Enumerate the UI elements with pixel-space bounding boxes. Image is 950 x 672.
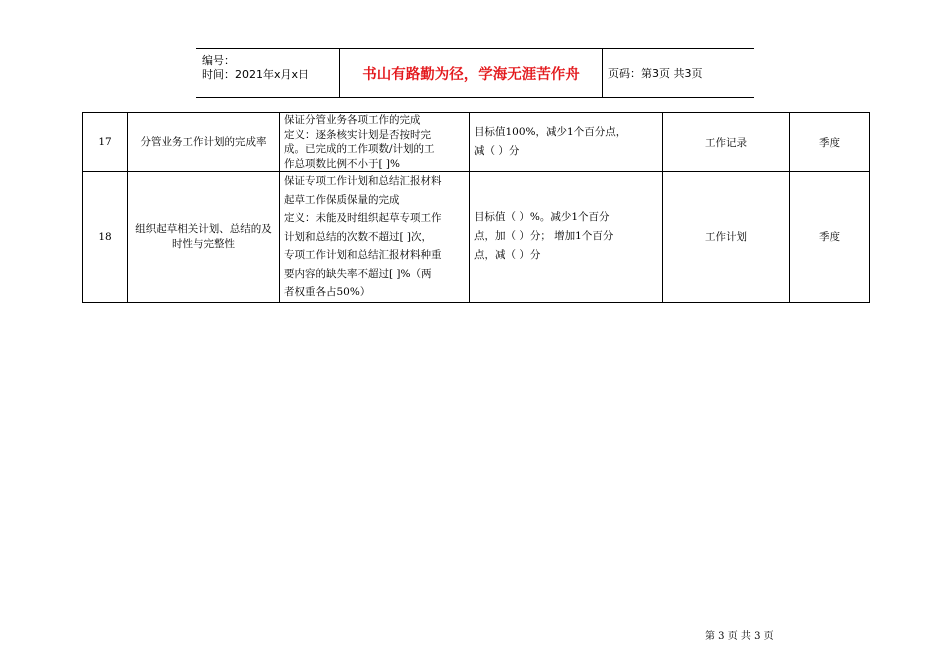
scoring-standard (470, 172, 663, 303)
indicator-definition (280, 172, 470, 303)
row-number: 18 (83, 172, 128, 303)
definition-line: 者权重各占50%） (284, 286, 371, 298)
evaluation-period: 季度 (790, 172, 870, 303)
indicator-name: 组织起草相关计划、总结的及时性与完整性 (128, 172, 280, 303)
standard-line: 点，加（ ）分； 增加1个百分 (474, 230, 614, 243)
definition-line: 作总项数比例不小于[ ]% (284, 157, 401, 170)
definition-line: 专项工作计划和总结汇报材料种重 (284, 249, 442, 261)
definition-line: 计划和总结的次数不超过[ ]次， (284, 230, 433, 243)
standard-line: 目标值100%，减少1个百分点， (474, 126, 627, 138)
header-page-info: 页码：第3页 共3页 (608, 67, 703, 80)
doc-code-label: 编号： (202, 54, 235, 67)
indicator-name: 分管业务工作计划的完成率 (128, 113, 280, 172)
scoring-standard (470, 113, 663, 172)
definition-line: 定义：逐条核实计划是否按时完 (284, 128, 431, 141)
standard-line: 点，减（ ）分 (474, 249, 541, 262)
definition-line: 起草工作保质保量的完成 (284, 193, 400, 206)
data-source: 工作计划 (663, 172, 790, 303)
definition-line: 保证分管业务各项工作的完成 (284, 114, 421, 126)
definition-line: 保证专项工作计划和总结汇报材料 (284, 175, 442, 187)
page-footer: 第 3 页 共 3 页 (705, 631, 774, 642)
table-row (83, 113, 870, 172)
definition-line: 成。已完成的工作项数/计划的工 (284, 143, 435, 155)
definition-line: 要内容的缺失率不超过[ ]%（两 (284, 267, 432, 280)
page-header (196, 48, 754, 98)
doc-time-label: 时间：2021年x月x日 (202, 68, 310, 81)
table-row (83, 172, 870, 303)
evaluation-period: 季度 (790, 113, 870, 172)
row-number: 17 (83, 113, 128, 172)
data-source: 工作记录 (663, 113, 790, 172)
definition-line: 定义：未能及时组织起草专项工作 (284, 212, 442, 224)
kpi-table (82, 112, 870, 303)
header-motto: 书山有路勤为径，学海无涯苦作舟 (339, 49, 603, 97)
header-meta (196, 49, 339, 97)
indicator-definition (280, 113, 470, 172)
standard-line: 目标值（ ）%。减少1个百分 (474, 211, 610, 224)
standard-line: 减（ ）分 (474, 145, 520, 157)
